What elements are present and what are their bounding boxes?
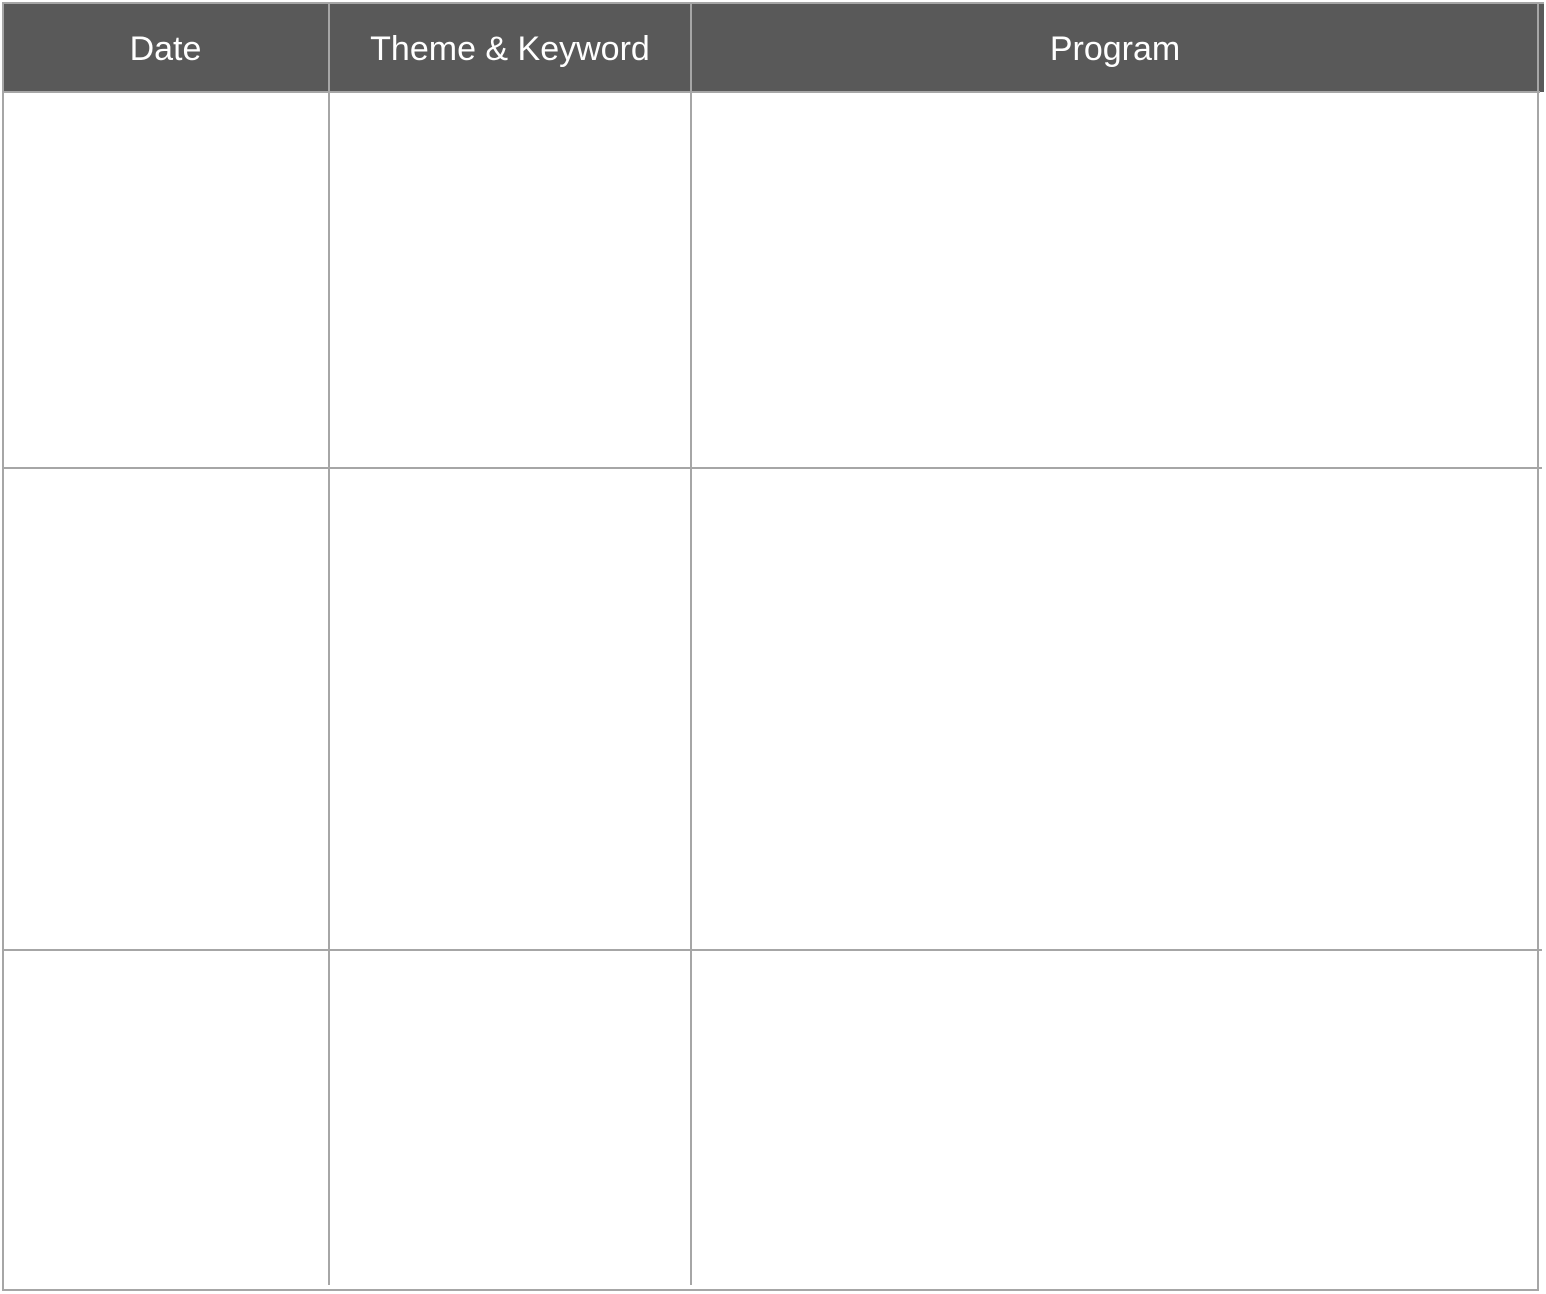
cell-date	[4, 93, 329, 467]
header-divider-right	[1537, 2, 1539, 92]
cell-program	[693, 951, 1539, 1289]
table-header-row	[2, 2, 1544, 92]
header-theme-keyword: Theme & Keyword	[370, 29, 650, 68]
header-divider-1	[328, 2, 330, 92]
table-row	[2, 951, 1540, 1289]
table-row	[2, 469, 1540, 949]
table-bottom-border	[2, 1289, 1539, 1291]
body-left-border	[2, 92, 4, 1290]
body-divider-2	[690, 92, 692, 1285]
header-program: Program	[1049, 29, 1181, 68]
header-date: Date	[129, 29, 202, 68]
header-divider-left	[2, 2, 4, 92]
header-divider-2	[690, 2, 692, 92]
schedule-table	[2, 2, 1540, 1291]
cell-program	[693, 93, 1539, 467]
cell-date	[4, 469, 329, 949]
cell-theme-keyword	[331, 469, 691, 949]
body-divider-1	[328, 92, 330, 1285]
body-right-border	[1537, 92, 1539, 1290]
cell-program	[693, 469, 1539, 949]
cell-date	[4, 951, 329, 1289]
cell-theme-keyword	[331, 951, 691, 1289]
cell-theme-keyword	[331, 93, 691, 467]
table-row	[2, 93, 1540, 467]
